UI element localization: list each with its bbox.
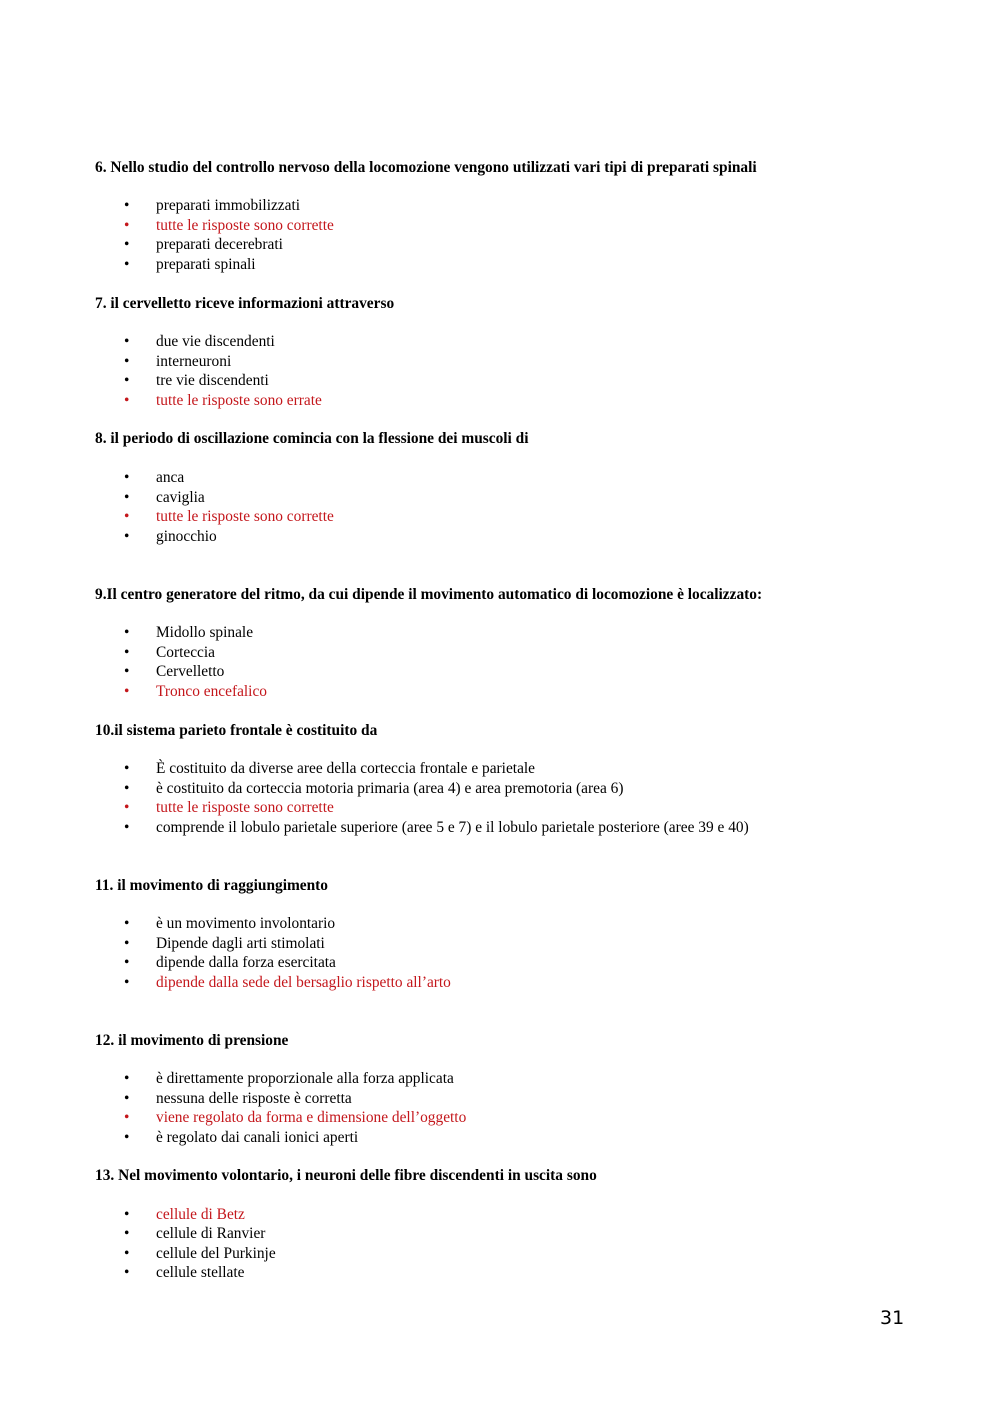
bullet-icon: • bbox=[124, 954, 130, 971]
bullet-icon: • bbox=[124, 663, 130, 680]
option-text: cellule di Ranvier bbox=[156, 1225, 266, 1242]
option-text: caviglia bbox=[156, 489, 205, 506]
option-text: è un movimento involontario bbox=[156, 915, 336, 932]
correct-option-text: tutte le risposte sono errate bbox=[156, 392, 322, 409]
option-text: Midollo spinale bbox=[156, 624, 254, 641]
correct-option-text: viene regolato da forma e dimensione dell’oggetto bbox=[156, 1109, 467, 1126]
bullet-icon: • bbox=[124, 489, 130, 506]
option-text: preparati immobilizzati bbox=[156, 197, 301, 214]
bullet-icon: • bbox=[124, 1090, 130, 1107]
option-text: è direttamente proporzionale alla forza applicata bbox=[156, 1070, 454, 1087]
option-text: ginocchio bbox=[156, 528, 217, 545]
bullet-icon: • bbox=[124, 333, 130, 350]
option-text: È costituito da diverse aree della corteccia frontale e parietale bbox=[156, 760, 536, 777]
option-text: dipende dalla forza esercitata bbox=[156, 954, 336, 971]
question-title: 13. Nel movimento volontario, i neuroni delle fibre discendenti in uscita sono bbox=[95, 1167, 597, 1184]
correct-option-text: cellule di Betz bbox=[156, 1206, 245, 1223]
bullet-icon: • bbox=[124, 217, 130, 234]
bullet-icon: • bbox=[124, 1245, 130, 1262]
bullet-icon: • bbox=[124, 644, 130, 661]
option-text: è regolato dai canali ionici aperti bbox=[156, 1129, 359, 1146]
bullet-icon: • bbox=[124, 1070, 130, 1087]
option-text: Corteccia bbox=[156, 644, 215, 661]
option-text: tre vie discendenti bbox=[156, 372, 269, 389]
bullet-icon: • bbox=[124, 1109, 130, 1126]
question-title: 12. il movimento di prensione bbox=[95, 1032, 289, 1049]
correct-option-text: dipende dalla sede del bersaglio rispetto all’arto bbox=[156, 974, 451, 991]
option-text: cellule del Purkinje bbox=[156, 1245, 276, 1262]
option-text: preparati spinali bbox=[156, 256, 256, 273]
option-text: cellule stellate bbox=[156, 1264, 245, 1281]
bullet-icon: • bbox=[124, 528, 130, 545]
bullet-icon: • bbox=[124, 915, 130, 932]
option-text: due vie discendenti bbox=[156, 333, 275, 350]
question-title: 11. il movimento di raggiungimento bbox=[95, 877, 329, 894]
bullet-icon: • bbox=[124, 353, 130, 370]
correct-option-text: tutte le risposte sono corrette bbox=[156, 508, 334, 525]
correct-option-text: tutte le risposte sono corrette bbox=[156, 217, 334, 234]
bullet-icon: • bbox=[124, 1264, 130, 1281]
bullet-icon: • bbox=[124, 1129, 130, 1146]
option-text: Dipende dagli arti stimolati bbox=[156, 935, 325, 952]
bullet-icon: • bbox=[124, 760, 130, 777]
question-title: 9.Il centro generatore del ritmo, da cui dipende il movimento automatico di locomozione è localizzato: bbox=[95, 586, 763, 603]
bullet-icon: • bbox=[124, 935, 130, 952]
bullet-icon: • bbox=[124, 392, 130, 409]
bullet-icon: • bbox=[124, 372, 130, 389]
bullet-icon: • bbox=[124, 508, 130, 525]
correct-option-text: Tronco encefalico bbox=[156, 683, 267, 700]
bullet-icon: • bbox=[124, 256, 130, 273]
option-text: anca bbox=[156, 469, 185, 486]
bullet-icon: • bbox=[124, 624, 130, 641]
option-text: comprende il lobulo parietale superiore (aree 5 e 7) e il lobulo parietale posteriore (aree 39 e 40) bbox=[156, 819, 749, 836]
bullet-icon: • bbox=[124, 819, 130, 836]
question-title: 7. il cervelletto riceve informazioni attraverso bbox=[95, 295, 395, 312]
bullet-icon: • bbox=[124, 469, 130, 486]
correct-option-text: tutte le risposte sono corrette bbox=[156, 799, 334, 816]
bullet-icon: • bbox=[124, 799, 130, 816]
question-title: 10.il sistema parieto frontale è costituito da bbox=[95, 722, 378, 739]
option-text: interneuroni bbox=[156, 353, 232, 370]
option-text: nessuna delle risposte è corretta bbox=[156, 1090, 352, 1107]
bullet-icon: • bbox=[124, 974, 130, 991]
question-title: 6. Nello studio del controllo nervoso della locomozione vengono utilizzati vari tipi di preparati spinali bbox=[95, 159, 757, 176]
bullet-icon: • bbox=[124, 1206, 130, 1223]
page-number: 31 bbox=[880, 1307, 905, 1329]
option-text: Cervelletto bbox=[156, 663, 225, 680]
bullet-icon: • bbox=[124, 1225, 130, 1242]
bullet-icon: • bbox=[124, 683, 130, 700]
bullet-icon: • bbox=[124, 197, 130, 214]
question-title: 8. il periodo di oscillazione comincia con la flessione dei muscoli di bbox=[95, 430, 529, 447]
bullet-icon: • bbox=[124, 236, 130, 253]
option-text: preparati decerebrati bbox=[156, 236, 283, 253]
bullet-icon: • bbox=[124, 780, 130, 797]
option-text: è costituito da corteccia motoria primaria (area 4) e area premotoria (area 6) bbox=[156, 780, 624, 797]
